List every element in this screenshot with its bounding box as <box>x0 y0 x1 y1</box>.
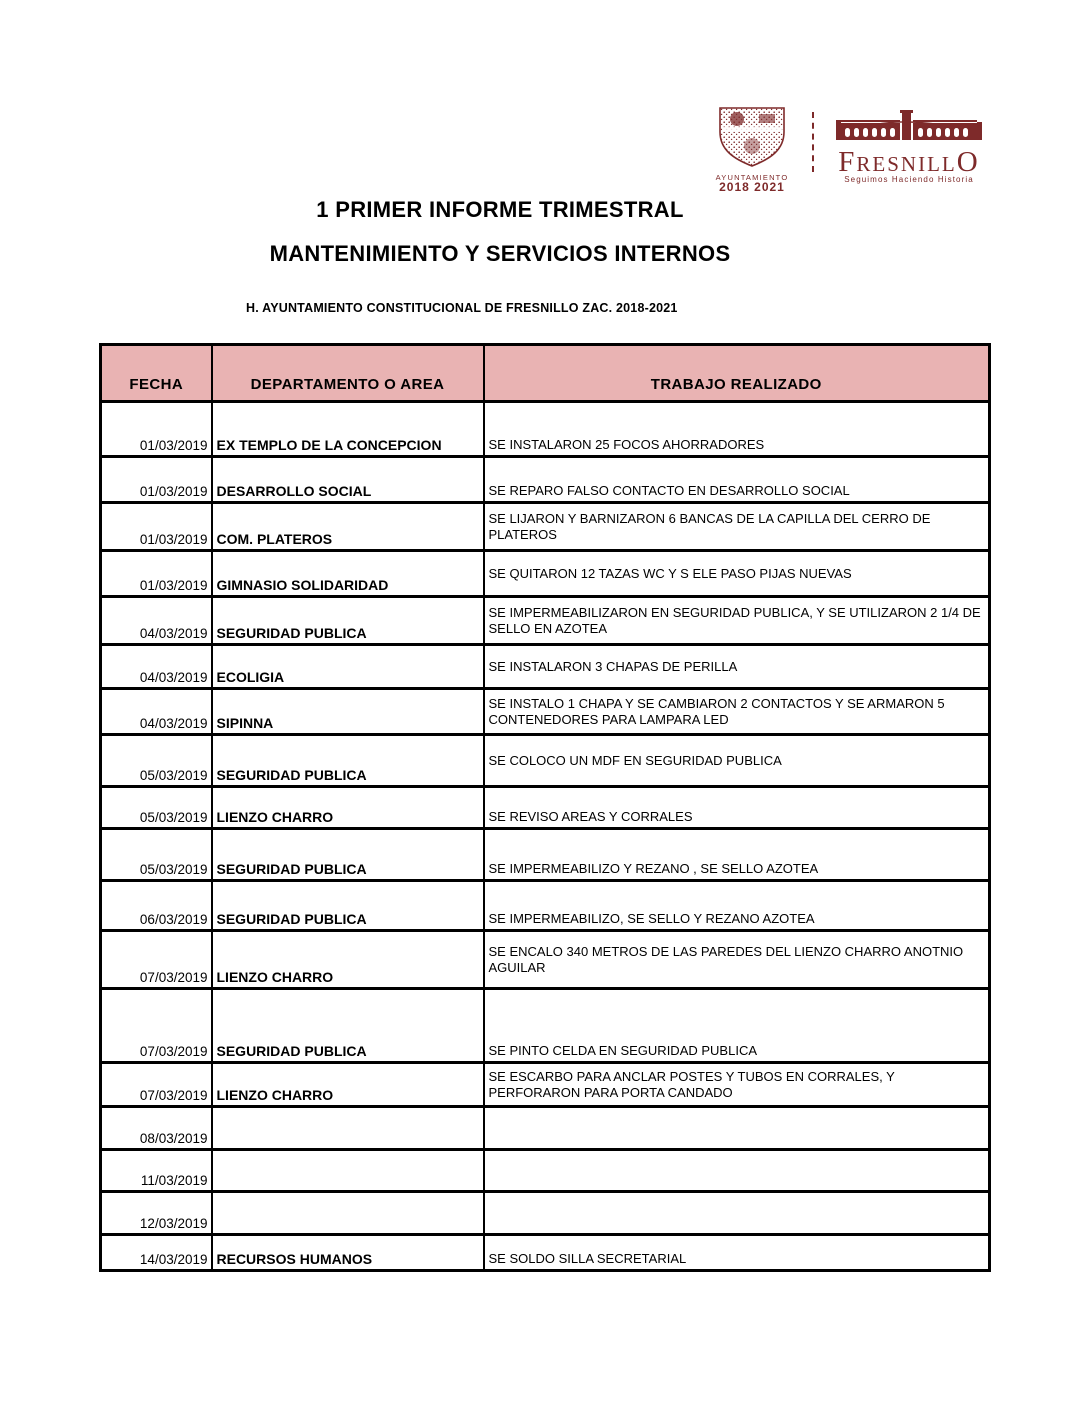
cell-fecha: 07/03/2019 <box>101 989 212 1063</box>
cell-trabajo: SE PINTO CELDA EN SEGURIDAD PUBLICA <box>484 989 990 1063</box>
cell-fecha: 01/03/2019 <box>101 551 212 597</box>
table-row <box>101 735 990 787</box>
table-row <box>101 1063 990 1107</box>
report-subtitle: H. AYUNTAMIENTO CONSTITUCIONAL DE FRESNILLO ZAC. 2018-2021 <box>246 301 678 315</box>
cell-trabajo: SE REVISO AREAS Y CORRALES <box>484 787 990 829</box>
cell-fecha: 05/03/2019 <box>101 829 212 881</box>
cell-trabajo: SE INSTALARON 3 CHAPAS DE PERILLA <box>484 645 990 689</box>
report-title-block <box>160 197 840 267</box>
cell-trabajo: SE INSTALARON 25 FOCOS AHORRADORES <box>484 402 990 457</box>
cell-departamento: SEGURIDAD PUBLICA <box>212 735 484 787</box>
cell-departamento: EX TEMPLO DE LA CONCEPCION <box>212 402 484 457</box>
fresnillo-logo <box>830 106 988 184</box>
report-title-line1: 1 PRIMER INFORME TRIMESTRAL <box>316 197 684 222</box>
cell-trabajo: SE IMPERMEABILIZO Y REZANO , SE SELLO AZOTEA <box>484 829 990 881</box>
cell-fecha: 07/03/2019 <box>101 931 212 989</box>
table-row <box>101 551 990 597</box>
column-header-trabajo: TRABAJO REALIZADO <box>484 345 990 402</box>
cell-departamento: SEGURIDAD PUBLICA <box>212 597 484 645</box>
cell-fecha: 08/03/2019 <box>101 1107 212 1150</box>
cell-fecha: 04/03/2019 <box>101 597 212 645</box>
cell-fecha: 04/03/2019 <box>101 689 212 735</box>
cell-trabajo: SE QUITARON 12 TAZAS WC Y S ELE PASO PIJAS NUEVAS <box>484 551 990 597</box>
logo-divider <box>812 112 814 172</box>
cell-fecha: 11/03/2019 <box>101 1150 212 1192</box>
municipal-crest <box>706 106 798 193</box>
table-row <box>101 881 990 931</box>
cell-trabajo <box>484 1107 990 1150</box>
cell-trabajo: SE INSTALO 1 CHAPA Y SE CAMBIARON 2 CONTACTOS Y SE ARMARON 5 CONTENEDORES PARA LAMPARA LED <box>484 689 990 735</box>
cell-fecha: 01/03/2019 <box>101 457 212 503</box>
cell-fecha: 06/03/2019 <box>101 881 212 931</box>
cell-departamento <box>212 1107 484 1150</box>
cell-fecha: 05/03/2019 <box>101 787 212 829</box>
cell-departamento <box>212 1150 484 1192</box>
cell-departamento: COM. PLATEROS <box>212 503 484 551</box>
cell-fecha: 07/03/2019 <box>101 1063 212 1107</box>
table-row <box>101 1150 990 1192</box>
cell-trabajo: SE IMPERMEABILIZARON EN SEGURIDAD PUBLICA, Y SE UTILIZARON 2 1/4 DE SELLO EN AZOTEA <box>484 597 990 645</box>
table-row <box>101 597 990 645</box>
fresnillo-tagline: Seguimos Haciendo Historia <box>844 175 974 184</box>
cell-trabajo <box>484 1150 990 1192</box>
cell-departamento: GIMNASIO SOLIDARIDAD <box>212 551 484 597</box>
table-row <box>101 503 990 551</box>
table-row <box>101 1107 990 1150</box>
cell-trabajo <box>484 1192 990 1235</box>
table-row <box>101 829 990 881</box>
table-row <box>101 989 990 1063</box>
cell-fecha: 12/03/2019 <box>101 1192 212 1235</box>
cell-trabajo: SE LIJARON Y BARNIZARON 6 BANCAS DE LA CAPILLA DEL CERRO DE PLATEROS <box>484 503 990 551</box>
cell-fecha: 01/03/2019 <box>101 503 212 551</box>
cell-fecha: 05/03/2019 <box>101 735 212 787</box>
cell-departamento: DESARROLLO SOCIAL <box>212 457 484 503</box>
cell-trabajo: SE SOLDO SILLA SECRETARIAL <box>484 1235 990 1271</box>
cell-departamento: LIENZO CHARRO <box>212 1063 484 1107</box>
cell-departamento: SEGURIDAD PUBLICA <box>212 989 484 1063</box>
work-report-table <box>99 343 991 1272</box>
cell-departamento: SEGURIDAD PUBLICA <box>212 829 484 881</box>
cell-trabajo: SE IMPERMEABILIZO, SE SELLO Y REZANO AZOTEA <box>484 881 990 931</box>
cell-departamento: LIENZO CHARRO <box>212 787 484 829</box>
crest-shield-icon <box>713 155 791 172</box>
fresnillo-wordmark: FRESNILLO <box>838 146 980 178</box>
table-row <box>101 402 990 457</box>
cell-departamento: SEGURIDAD PUBLICA <box>212 881 484 931</box>
crest-caption: AYUNTAMIENTO <box>715 173 789 182</box>
cell-fecha: 01/03/2019 <box>101 402 212 457</box>
table-row <box>101 457 990 503</box>
column-header-departamento: DEPARTAMENTO O AREA <box>212 345 484 402</box>
table-row <box>101 645 990 689</box>
table-row <box>101 1192 990 1235</box>
crest-years: 2018 2021 <box>719 180 785 194</box>
cell-departamento: SIPINNA <box>212 689 484 735</box>
cell-departamento <box>212 1192 484 1235</box>
table-header-row <box>101 345 990 402</box>
table-row <box>101 689 990 735</box>
cell-fecha: 14/03/2019 <box>101 1235 212 1271</box>
cell-trabajo: SE COLOCO UN MDF EN SEGURIDAD PUBLICA <box>484 735 990 787</box>
column-header-fecha: FECHA <box>101 345 212 402</box>
cell-departamento: LIENZO CHARRO <box>212 931 484 989</box>
table-row <box>101 931 990 989</box>
cell-trabajo: SE REPARO FALSO CONTACTO EN DESARROLLO SOCIAL <box>484 457 990 503</box>
header-logos <box>706 106 988 193</box>
report-title-line2: MANTENIMIENTO Y SERVICIOS INTERNOS <box>269 241 731 266</box>
cell-trabajo: SE ESCARBO PARA ANCLAR POSTES Y TUBOS EN CORRALES, Y PERFORARON PARA PORTA CANDADO <box>484 1063 990 1107</box>
cell-trabajo: SE ENCALO 340 METROS DE LAS PAREDES DEL LIENZO CHARRO ANOTNIO AGUILAR <box>484 931 990 989</box>
table-row <box>101 1235 990 1271</box>
table-row <box>101 787 990 829</box>
cell-departamento: ECOLIGIA <box>212 645 484 689</box>
cell-departamento: RECURSOS HUMANOS <box>212 1235 484 1271</box>
cell-fecha: 04/03/2019 <box>101 645 212 689</box>
